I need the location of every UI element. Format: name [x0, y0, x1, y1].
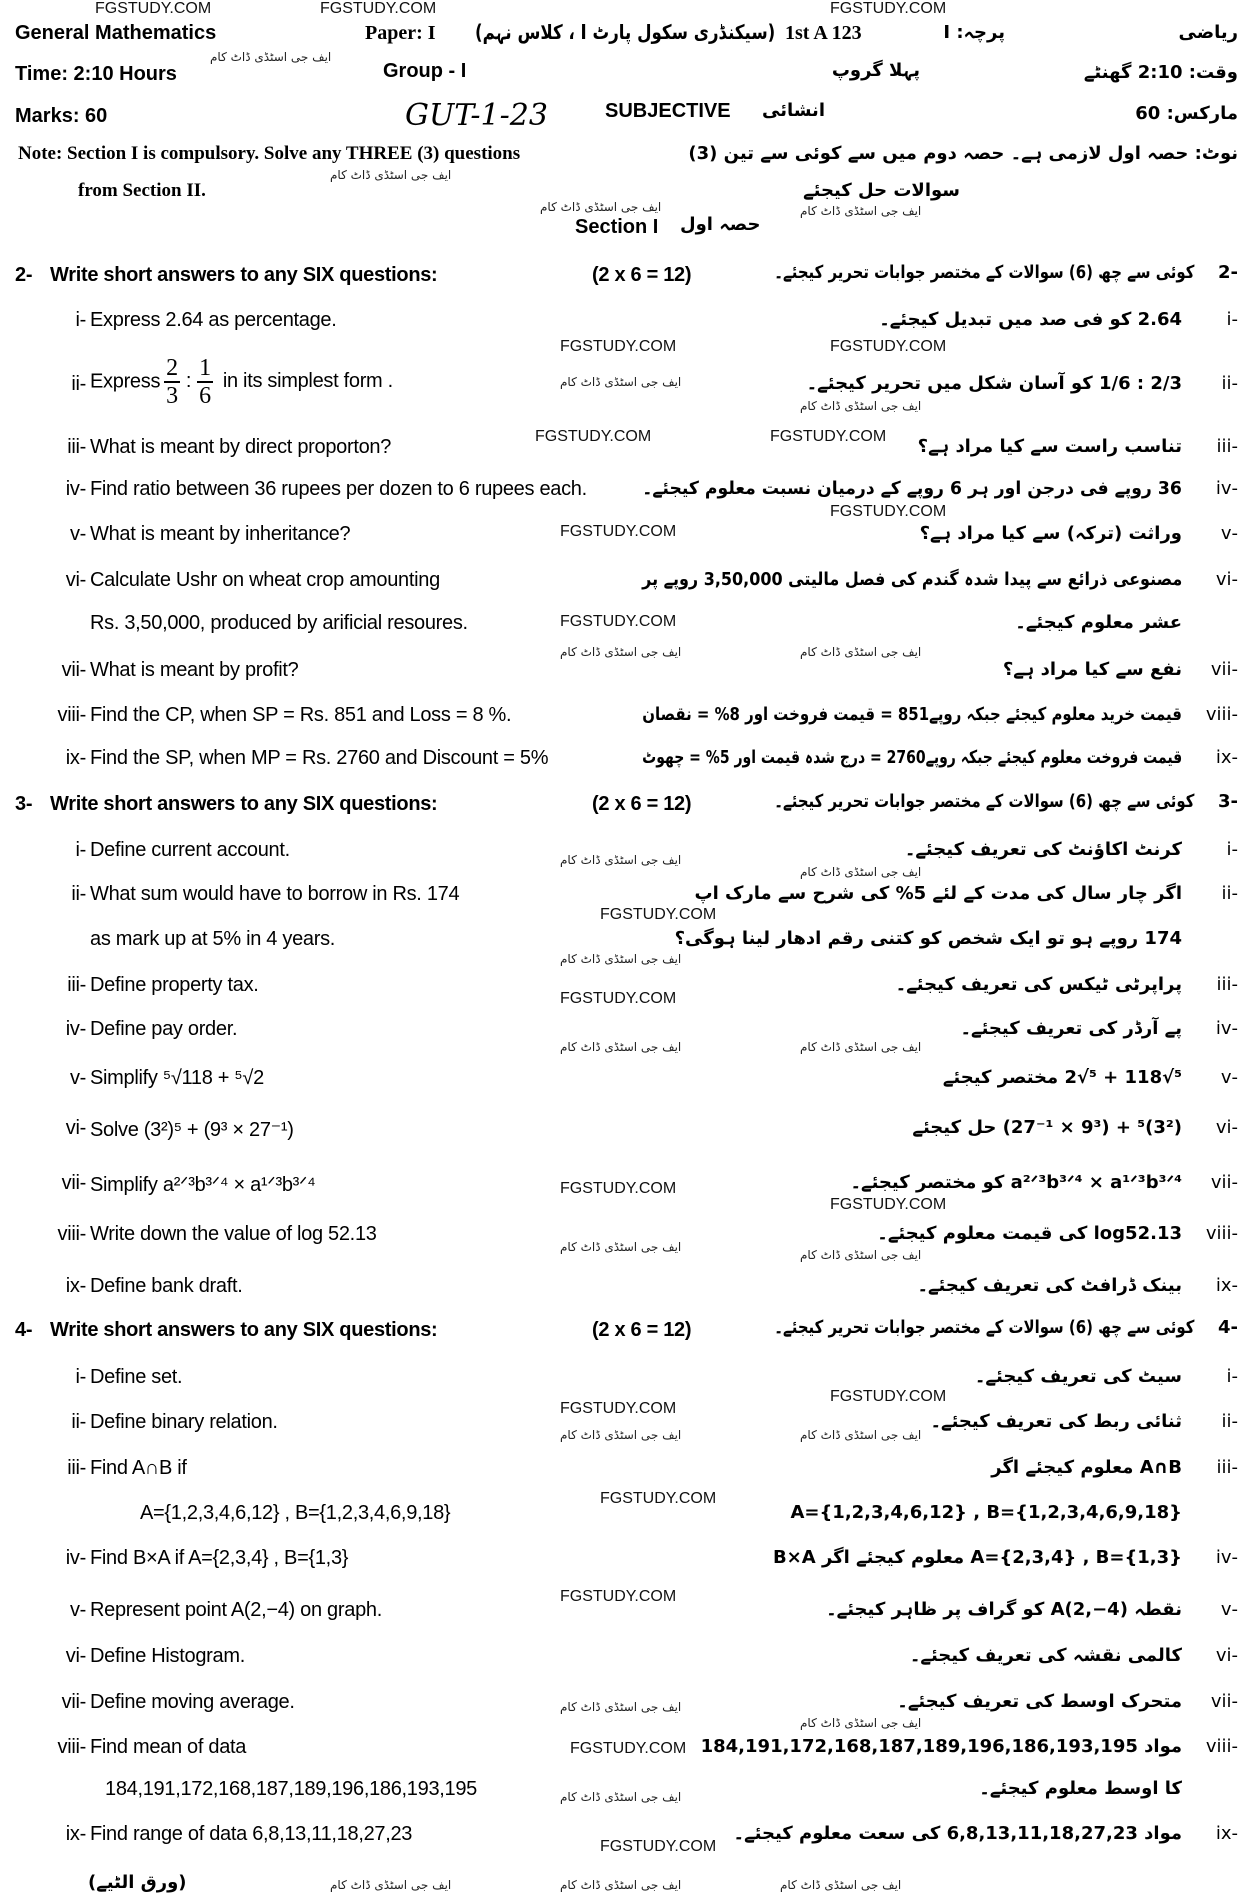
part-label: vi-: [65, 569, 86, 591]
part-label: vi-: [65, 1645, 86, 1667]
part-label-urdu: -i: [1226, 309, 1238, 330]
part-text-main: Find mean of data: [90, 1736, 247, 1758]
question-number-urdu: -4: [1217, 1317, 1238, 1338]
question-title-urdu: کوئی سے چھ (6) سوالات کے مختصر جوابات تحریر کیجئے۔: [773, 1317, 1194, 1338]
part-text: [90, 839, 290, 862]
part-text-main: Define property tax.: [90, 974, 259, 996]
watermark-urdu-text: ایف جی اسٹڈی ڈاٹ کام: [800, 865, 922, 879]
part-text-main: Simplify a²ᐟ³b³ᐟ⁴ × a¹ᐟ³b³ᐟ⁴: [90, 1174, 316, 1196]
part-text-main: Define pay order.: [90, 1018, 238, 1040]
watermark-urdu-text: ایف جی اسٹڈی ڈاٹ کام: [800, 1248, 922, 1262]
part-text-main: Define Histogram.: [90, 1645, 245, 1667]
watermark-text: FGSTUDY.COM: [770, 428, 887, 445]
part-text: [90, 436, 391, 459]
fraction-denominator: 3: [166, 383, 178, 409]
part-text: [90, 747, 548, 770]
part-text-main: Find B×A if A={2,3,4} , B={1,3}: [90, 1547, 349, 1569]
part-text: [90, 1691, 295, 1714]
fraction: [164, 355, 180, 409]
part-text-urdu: ⁵√118 + ⁵√2 مختصر کیجئے: [942, 1067, 1182, 1088]
part-text: [90, 1823, 412, 1846]
part-label-urdu: -iii: [1216, 974, 1238, 995]
part-text-urdu: وراثت (ترکہ) سے کیا مراد ہے؟: [919, 523, 1182, 544]
watermark-urdu-text: ایف جی اسٹڈی ڈاٹ کام: [560, 1428, 682, 1442]
part-label: viii-: [57, 704, 86, 726]
part-text-main: Represent point A(2,−4) on graph.: [90, 1599, 382, 1621]
part-text: [90, 974, 259, 997]
marks-label: Marks: 60: [15, 105, 108, 127]
question-title-urdu: کوئی سے چھ (6) سوالات کے مختصر جوابات تحریر کیجئے۔: [773, 262, 1194, 283]
part-text-urdu: کالمی نقشہ کی تعریف کیجئے۔: [909, 1645, 1182, 1666]
part-text-main: Find ratio between 36 rupees per dozen to 6 rupees each.: [90, 478, 587, 500]
watermark-text: FGSTUDY.COM: [830, 338, 947, 355]
question-marks: (2 x 6 = 12): [592, 1319, 692, 1341]
part-text-urdu: مصنوعی ذرائع سے پیدا شدہ گندم کی فصل مالیتی 3,50,000 روپے پر: [641, 569, 1182, 590]
part-label-urdu: -i: [1226, 1366, 1238, 1387]
part-text-urdu: پے آرڈر کی تعریف کیجئے۔: [960, 1018, 1182, 1039]
watermark-urdu-text: ایف جی اسٹڈی ڈاٹ کام: [800, 645, 922, 659]
question-title-urdu: کوئی سے چھ (6) سوالات کے مختصر جوابات تحریر کیجئے۔: [773, 791, 1194, 812]
note-urdu-line2: سوالات حل کیجئے: [803, 180, 960, 201]
group-label: Group - I: [383, 60, 467, 82]
watermark-text: FGSTUDY.COM: [320, 0, 437, 17]
part-text-main: Define current account.: [90, 839, 290, 861]
watermark-urdu-text: ایف جی اسٹڈی ڈاٹ کام: [800, 399, 922, 413]
question-title: Write short answers to any SIX questions:: [50, 793, 438, 815]
part-label: ix-: [65, 1275, 86, 1297]
fraction: [197, 355, 213, 409]
watermark-urdu-text: ایف جی اسٹڈی ڈاٹ کام: [560, 1040, 682, 1054]
paper-type-urdu: انشائی: [762, 100, 825, 121]
subject-urdu: ریاضی: [1178, 22, 1238, 43]
part-text: [90, 523, 350, 546]
part-text: [90, 704, 511, 727]
marks-urdu: مارکس: 60: [1135, 103, 1238, 124]
part-label-urdu: -vii: [1210, 1691, 1238, 1712]
part-text: [90, 1018, 237, 1041]
part-text: [90, 478, 587, 501]
part-text-urdu: log52.13 کی قیمت معلوم کیجئے۔: [877, 1223, 1182, 1244]
part-text-urdu: (3²)⁵ + (9³ × 27⁻¹) حل کیجئے: [912, 1117, 1182, 1138]
part-text: [90, 659, 298, 682]
part-text-urdu-continued: 174 روپے ہو تو ایک شخص کو کتنی رقم ادھار لینا ہوگی؟: [674, 928, 1182, 949]
part-text-main: Define moving average.: [90, 1691, 295, 1713]
watermark-text: FGSTUDY.COM: [830, 503, 947, 520]
watermark-text: FGSTUDY.COM: [535, 428, 652, 445]
part-text: [90, 1172, 315, 1197]
question-title: Write short answers to any SIX questions:: [50, 1319, 438, 1341]
question-marks: (2 x 6 = 12): [592, 793, 692, 815]
part-text-urdu: مواد 184,191,172,168,187,189,196,186,193,195: [700, 1736, 1182, 1757]
watermark-urdu-text: ایف جی اسٹڈی ڈاٹ کام: [210, 50, 332, 64]
watermark-text: FGSTUDY.COM: [560, 613, 677, 630]
part-text-urdu: سیٹ کی تعریف کیجئے۔: [974, 1366, 1182, 1387]
part-label-urdu: -iv: [1215, 1018, 1238, 1039]
part-label: i-: [75, 1366, 86, 1388]
part-label-urdu: -ix: [1215, 747, 1238, 768]
question-title: Write short answers to any SIX questions:: [50, 264, 438, 286]
question-number: 4-: [15, 1319, 33, 1341]
part-text: [90, 1599, 382, 1622]
note-line2: from Section II.: [78, 180, 206, 201]
part-label-urdu: -i: [1226, 839, 1238, 860]
part-text-main: Express 2.64 as percentage.: [90, 309, 337, 331]
part-text-urdu: اگر چار سال کی مدت کے لئے 5% کی شرح سے مارک اپ: [694, 883, 1182, 904]
watermark-urdu-text: ایف جی اسٹڈی ڈاٹ کام: [800, 1040, 922, 1054]
part-label: iii-: [67, 436, 86, 458]
part-label: ix-: [65, 747, 86, 769]
part-label-urdu: -iii: [1216, 1457, 1238, 1478]
fraction-numerator: 1: [199, 355, 211, 381]
part-label-urdu: -vi: [1215, 1117, 1238, 1138]
part-text-urdu-continued: عشر معلوم کیجئے۔: [1015, 612, 1182, 633]
part-text-main: Find A∩B if: [90, 1457, 187, 1479]
part-label-urdu: -vi: [1215, 1645, 1238, 1666]
watermark-urdu-text: ایف جی اسٹڈی ڈاٹ کام: [560, 645, 682, 659]
part-label-urdu: -vii: [1210, 1172, 1238, 1193]
watermark-text: FGSTUDY.COM: [560, 523, 677, 540]
part-text: [90, 309, 337, 332]
question-marks: (2 x 6 = 12): [592, 264, 692, 286]
part-text-main: Calculate Ushr on wheat crop amounting: [90, 569, 440, 591]
part-text-urdu: پراپرٹی ٹیکس کی تعریف کیجئے۔: [895, 974, 1182, 995]
part-text-post: in its simplest form .: [222, 370, 393, 393]
part-label: viii-: [57, 1736, 86, 1758]
part-text-continued: Rs. 3,50,000, produced by arificial resoures.: [90, 612, 468, 634]
part-text: [90, 355, 393, 409]
part-label: iv-: [65, 1547, 86, 1569]
part-text-continued: 184,191,172,168,187,189,196,186,193,195: [105, 1778, 478, 1800]
part-label-urdu: -ii: [1221, 1411, 1238, 1432]
part-text-urdu: نقطہ A(2,−4) کو گراف پر ظاہر کیجئے۔: [826, 1599, 1182, 1620]
part-text-urdu: کرنٹ اکاؤنٹ کی تعریف کیجئے۔: [904, 839, 1182, 860]
watermark-urdu-text: ایف جی اسٹڈی ڈاٹ کام: [560, 1700, 682, 1714]
part-label-urdu: -v: [1220, 1067, 1238, 1088]
watermark-text: FGSTUDY.COM: [600, 906, 717, 923]
part-label: v-: [69, 523, 86, 545]
group-urdu: پہلا گروپ: [831, 60, 920, 81]
part-text-urdu-continued: کا اوسط معلوم کیجئے۔: [979, 1778, 1182, 1799]
part-label-urdu: -vii: [1210, 659, 1238, 680]
watermark-text: FGSTUDY.COM: [95, 0, 212, 17]
watermark-text: FGSTUDY.COM: [560, 1180, 677, 1197]
part-text: [90, 1067, 264, 1090]
part-label: iii-: [67, 974, 86, 996]
part-text-urdu: A∩B معلوم کیجئے اگر: [991, 1457, 1182, 1478]
part-text: [90, 1275, 242, 1298]
part-text-urdu: 2/3 : 1/6 کو آسان شکل میں تحریر کیجئے۔: [806, 373, 1182, 394]
watermark-text: FGSTUDY.COM: [830, 1196, 947, 1213]
part-label-urdu: -iv: [1215, 1547, 1238, 1568]
watermark-urdu-text: ایف جی اسٹڈی ڈاٹ کام: [560, 1240, 682, 1254]
watermark-urdu-text: ایف جی اسٹڈی ڈاٹ کام: [560, 853, 682, 867]
watermark-urdu-text: ایف جی اسٹڈی ڈاٹ کام: [800, 1716, 922, 1730]
part-label: iv-: [65, 1018, 86, 1040]
part-text-urdu: متحرک اوسط کی تعریف کیجئے۔: [897, 1691, 1182, 1712]
part-text: [90, 1457, 187, 1480]
part-text-urdu: ثنائی ربط کی تعریف کیجئے۔: [930, 1411, 1182, 1432]
subject-title: General Mathematics: [15, 22, 217, 44]
watermark-text: FGSTUDY.COM: [600, 1490, 717, 1507]
part-text: [90, 1645, 245, 1668]
part-label-urdu: -ii: [1221, 373, 1238, 394]
part-label-urdu: -viii: [1205, 704, 1238, 725]
note-line1: Note: Section I is compulsory. Solve any THREE (3) questions: [18, 143, 521, 164]
part-text: [90, 1736, 246, 1759]
ratio-colon: :: [185, 370, 192, 393]
part-text: [90, 1366, 182, 1389]
note-urdu-line1: نوٹ: حصہ اول لازمی ہے۔ حصہ دوم میں سے کوئی سے تین (3): [688, 143, 1238, 164]
watermark-urdu-text: ایف جی اسٹڈی ڈاٹ کام: [330, 1878, 452, 1892]
part-text: [90, 1117, 294, 1142]
part-text: [90, 569, 440, 592]
part-text-urdu: قیمت فروخت معلوم کیجئے جبکہ روپے2760 = درج شدہ قیمت اور 5% = چھوٹ: [641, 747, 1182, 768]
part-label: vi-: [65, 1117, 86, 1139]
part-text-main: Solve (3²)⁵ + (9³ × 27⁻¹): [90, 1119, 294, 1141]
part-text: [90, 1223, 377, 1246]
part-text-main: What is meant by inheritance?: [90, 523, 351, 545]
part-label-urdu: -viii: [1205, 1223, 1238, 1244]
watermark-text: FGSTUDY.COM: [570, 1740, 687, 1757]
part-text-urdu: 36 روپے فی درجن اور ہر 6 روپے کے درمیان نسبت معلوم کیجئے۔: [642, 478, 1182, 499]
part-text-main: Define set.: [90, 1366, 183, 1388]
paper-code: 1st A 123: [785, 22, 862, 44]
part-text-urdu: A={2,3,4} , B={1,3} معلوم کیجئے اگر B×A: [772, 1547, 1182, 1568]
part-text-continued: as mark up at 5% in 4 years.: [90, 928, 336, 950]
watermark-urdu-text: ایف جی اسٹڈی ڈاٹ کام: [800, 204, 922, 218]
part-label: ix-: [65, 1823, 86, 1845]
part-text: [90, 883, 459, 906]
watermark-text: FGSTUDY.COM: [560, 338, 677, 355]
question-number-urdu: -2: [1217, 262, 1238, 283]
part-label: i-: [75, 309, 86, 331]
watermark-urdu-text: ایف جی اسٹڈی ڈاٹ کام: [780, 1878, 902, 1892]
part-text-main: Define bank draft.: [90, 1275, 243, 1297]
part-label-urdu: -ix: [1215, 1275, 1238, 1296]
part-label-urdu: -ix: [1215, 1823, 1238, 1844]
part-text-main: Simplify ⁵√118 + ⁵√2: [90, 1067, 264, 1089]
part-label-urdu: -v: [1220, 1599, 1238, 1620]
part-label: iii-: [67, 1457, 86, 1479]
part-text-continued: A={1,2,3,4,6,12} , B={1,2,3,4,6,9,18}: [140, 1502, 451, 1524]
section-heading: Section I: [575, 216, 659, 238]
part-text-main: What is meant by profit?: [90, 659, 299, 681]
watermark-text: FGSTUDY.COM: [600, 1838, 717, 1855]
part-text-main: What is meant by direct proporton?: [90, 436, 392, 458]
watermark-urdu-text: ایف جی اسٹڈی ڈاٹ کام: [330, 168, 452, 182]
part-label: ii-: [71, 1411, 86, 1433]
part-label-urdu: -ii: [1221, 883, 1238, 904]
question-number: 3-: [15, 793, 33, 815]
watermark-urdu-text: ایف جی اسٹڈی ڈاٹ کام: [800, 1428, 922, 1442]
part-text-main: Find range of data 6,8,13,11,18,27,23: [90, 1823, 413, 1845]
question-number: 2-: [15, 264, 33, 286]
time-label: Time: 2:10 Hours: [15, 63, 177, 85]
part-text-urdu: 2.64 کو فی صد میں تبدیل کیجئے۔: [879, 309, 1182, 330]
part-text-main: Define binary relation.: [90, 1411, 278, 1433]
question-number-urdu: -3: [1217, 791, 1238, 812]
part-text: [90, 1411, 278, 1434]
watermark-text: FGSTUDY.COM: [560, 1588, 677, 1605]
part-text-urdu: نفع سے کیا مراد ہے؟: [1002, 659, 1182, 680]
part-label-urdu: -viii: [1205, 1736, 1238, 1757]
part-text-urdu: تناسب راست سے کیا مراد ہے؟: [917, 436, 1182, 457]
part-text-main: Find the CP, when SP = Rs. 851 and Loss = 8 %.: [90, 704, 512, 726]
part-label: vii-: [61, 659, 86, 681]
part-text-urdu: مواد 6,8,13,11,18,27,23 کی سعت معلوم کیجئے۔: [733, 1823, 1182, 1844]
part-label: v-: [69, 1067, 86, 1089]
watermark-text: FGSTUDY.COM: [830, 0, 947, 17]
watermark-urdu-text: ایف جی اسٹڈی ڈاٹ کام: [540, 200, 662, 214]
part-label-urdu: -iii: [1216, 436, 1238, 457]
watermark-text: FGSTUDY.COM: [560, 1400, 677, 1417]
part-text-main: Write down the value of log 52.13: [90, 1223, 377, 1245]
watermark-urdu-text: ایف جی اسٹڈی ڈاٹ کام: [560, 1790, 682, 1804]
paper-label: Paper: I: [365, 22, 436, 44]
part-label: i-: [75, 839, 86, 861]
time-urdu: وقت: 2:10 گھنٹے: [1083, 62, 1238, 83]
watermark-urdu-text: ایف جی اسٹڈی ڈاٹ کام: [560, 952, 682, 966]
part-text-main: Find the SP, when MP = Rs. 2760 and Discount = 5%: [90, 747, 549, 769]
fraction-denominator: 6: [199, 383, 211, 409]
watermark-text: FGSTUDY.COM: [560, 990, 677, 1007]
part-label-urdu: -iv: [1215, 478, 1238, 499]
part-text-urdu-continued: A={1,2,3,4,6,12} , B={1,2,3,4,6,9,18}: [790, 1502, 1182, 1523]
part-label: viii-: [57, 1223, 86, 1245]
section-heading-urdu: حصہ اول: [680, 214, 761, 235]
part-text-urdu: a²ᐟ³b³ᐟ⁴ × a¹ᐟ³b³ᐟ⁴ کو مختصر کیجئے۔: [850, 1172, 1182, 1193]
part-label: iv-: [65, 478, 86, 500]
part-label: ii-: [71, 883, 86, 905]
watermark-urdu-text: ایف جی اسٹڈی ڈاٹ کام: [560, 1878, 682, 1892]
watermark-text: FGSTUDY.COM: [830, 1388, 947, 1405]
part-text: [90, 1547, 348, 1570]
part-label: vii-: [61, 1691, 86, 1713]
part-text-urdu: قیمت خرید معلوم کیجئے جبکہ روپے851 = قیمت فروخت اور 8% = نقصان: [642, 704, 1182, 725]
part-text-main: What sum would have to borrow in Rs. 174: [90, 883, 460, 905]
turn-over-urdu: (ورق الٹیے): [88, 1872, 187, 1893]
fraction-numerator: 2: [166, 355, 178, 381]
paper-urdu: پرچہ: I: [943, 22, 1005, 43]
class-urdu: (سیکنڈری سکول پارٹ I ، کلاس نہم): [474, 20, 775, 44]
handwritten-code: GUT-1-23: [405, 98, 548, 133]
part-label: v-: [69, 1599, 86, 1621]
part-label: vii-: [61, 1172, 86, 1194]
watermark-urdu-text: ایف جی اسٹڈی ڈاٹ کام: [560, 375, 682, 389]
part-label-urdu: -v: [1220, 523, 1238, 544]
part-label-urdu: -vi: [1215, 569, 1238, 590]
part-text-main: Express: [90, 370, 161, 393]
paper-type: SUBJECTIVE: [605, 100, 731, 122]
part-label: ii-: [71, 373, 86, 395]
part-text-urdu: بینک ڈرافٹ کی تعریف کیجئے۔: [917, 1275, 1182, 1296]
